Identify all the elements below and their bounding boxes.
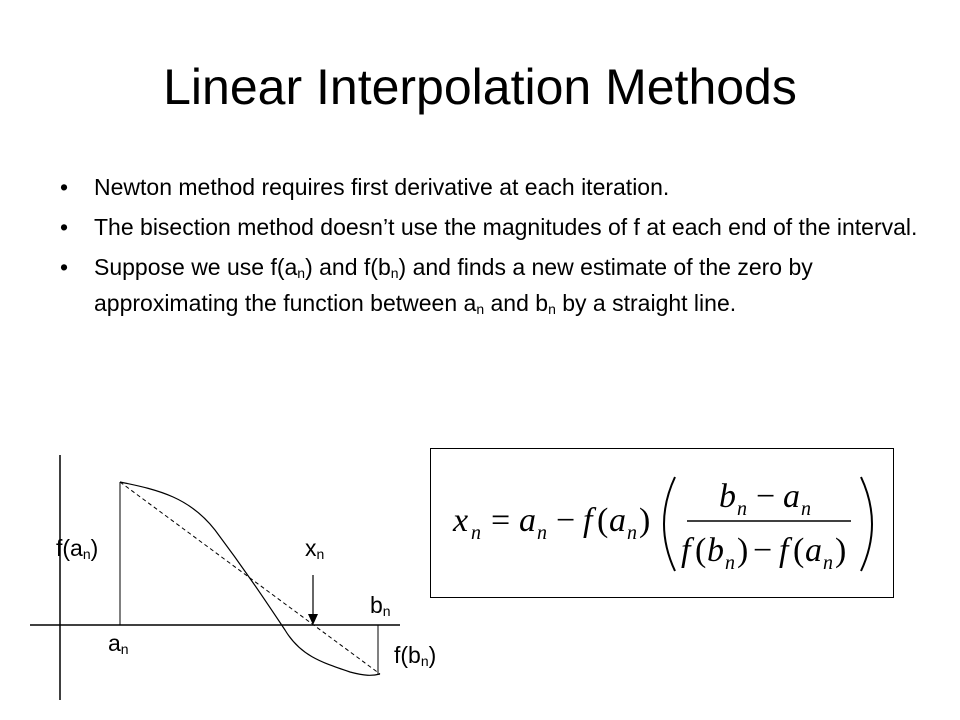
formula-minus: − (753, 532, 773, 569)
bullet-text: The bisection method doesn’t use the magnitudes of f at each end of the interval. (94, 214, 918, 240)
label-bn (370, 592, 391, 619)
formula-b: b (707, 532, 724, 569)
subscript: n (476, 301, 485, 317)
formula-sub: n (471, 522, 481, 544)
bullet-text: Newton method requires first derivative at each iteration. (94, 174, 670, 200)
bullet-list (60, 172, 920, 334)
formula-a: a (609, 502, 626, 539)
subscript: n (120, 641, 129, 657)
formula-sub: n (537, 522, 547, 544)
subscript: n (297, 265, 306, 281)
bullet-item (60, 212, 920, 242)
interpolation-diagram (0, 440, 470, 720)
label-text: b (370, 592, 383, 618)
subscript: n (420, 653, 429, 669)
formula-minus: − (556, 502, 576, 539)
formula-sub: n (801, 498, 811, 520)
xn-arrow-head (308, 614, 318, 625)
bullet-item (60, 252, 920, 324)
bullet-text-part: ) and finds a new estimate of the zero by approximating the function between a (94, 254, 813, 316)
formula-a: a (805, 532, 822, 569)
formula-lparen: ( (793, 532, 805, 569)
formula-rparen: ) (737, 532, 749, 569)
formula-rparen: ) (639, 502, 651, 539)
formula-minus: − (756, 478, 776, 515)
formula-b: b (719, 478, 736, 515)
subscript: n (548, 301, 556, 317)
formula-a: a (783, 478, 800, 515)
bullet-item (60, 172, 920, 202)
bullet-text-part: ) and f(b (305, 254, 391, 280)
bullet-dot: • (60, 254, 69, 280)
formula-f: f (681, 532, 691, 569)
label-xn (305, 535, 324, 562)
label-text: a (108, 630, 121, 656)
subscript: n (390, 265, 399, 281)
formula-sub: n (823, 552, 833, 574)
bullet-dot: • (60, 214, 69, 240)
formula-a: a (519, 502, 536, 539)
bullet-text-part: Suppose we use f(a (94, 254, 298, 280)
label-text: x (305, 535, 317, 561)
label-text: f(a (56, 535, 83, 561)
formula-rparen: ) (835, 532, 847, 569)
label-text: f(b (394, 642, 421, 668)
slide-title: Linear Interpolation Methods (163, 59, 797, 115)
formula-f: f (583, 502, 593, 539)
formula-lparen: ( (597, 502, 609, 539)
bullet-text-part: by a straight line. (555, 290, 737, 316)
big-right-paren (861, 477, 872, 571)
label-f-an (56, 535, 98, 562)
subscript: n (82, 546, 91, 562)
big-left-paren (664, 477, 675, 571)
formula-box (430, 448, 894, 598)
formula-sub: n (725, 552, 735, 574)
bullet-dot: • (60, 174, 69, 200)
label-an (108, 630, 129, 657)
formula (431, 449, 895, 599)
formula-equals: = (491, 502, 511, 539)
subscript: n (382, 603, 391, 619)
formula-lparen: ( (695, 532, 707, 569)
label-f-bn (394, 642, 436, 669)
subscript: n (316, 546, 325, 562)
formula-sub: n (737, 498, 747, 520)
formula-f: f (779, 532, 789, 569)
function-curve (120, 482, 380, 675)
bullet-text-part: and b (484, 290, 549, 316)
label-text: ) (90, 535, 99, 561)
formula-x: x (453, 502, 469, 539)
label-text: ) (428, 642, 437, 668)
formula-sub: n (627, 522, 637, 544)
